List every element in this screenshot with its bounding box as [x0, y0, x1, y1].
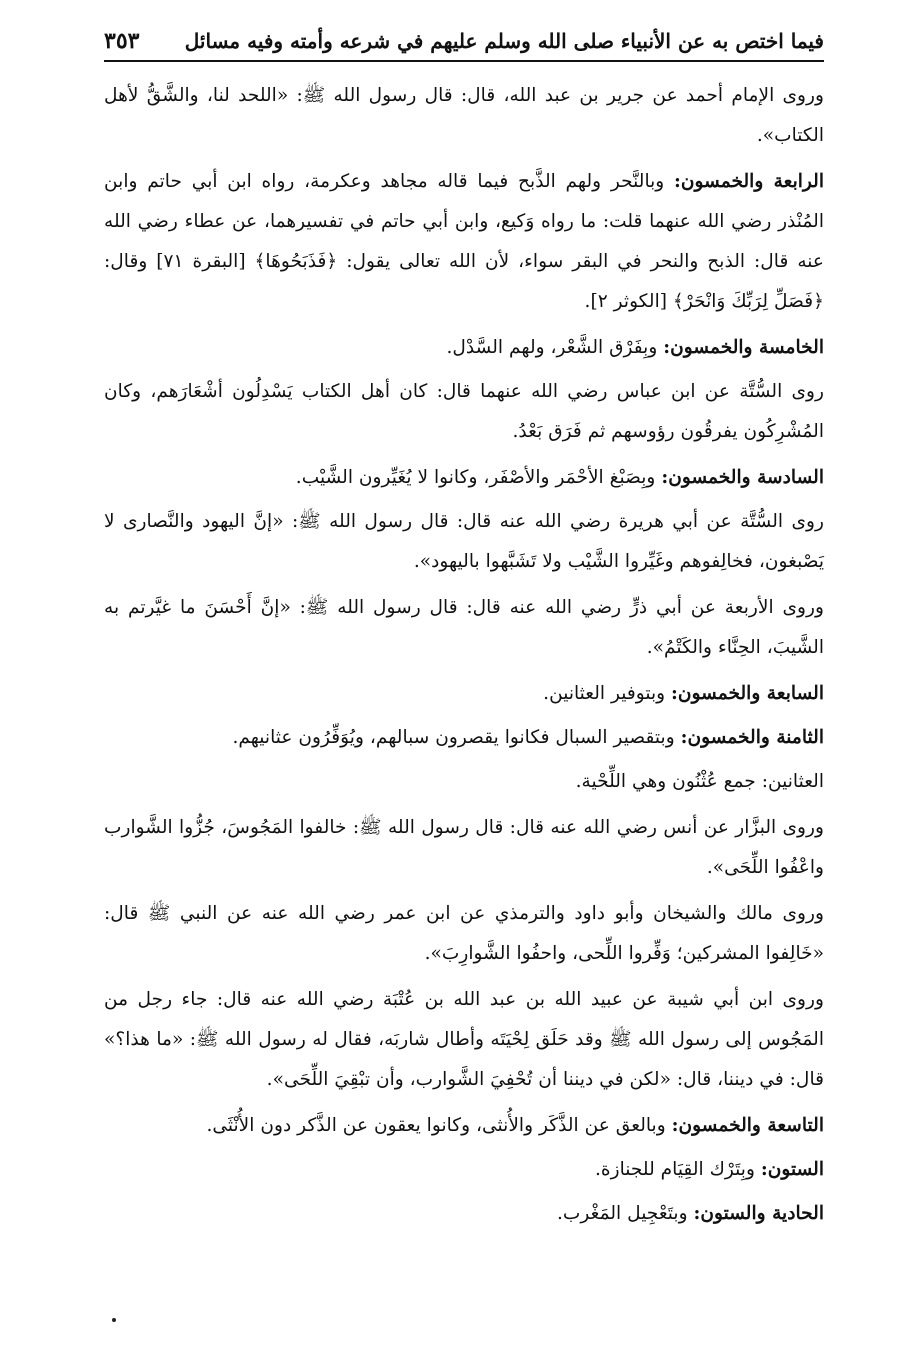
paragraph-text: وروى ابن أبي شيبة عن عبيد الله بن عبد الله بن عُتْبَة رضي الله عنه قال: جاء رجل من المَجُوس إلى رسول الله ﷺ وقد حَلَق لِحْيَتَه وأطال شاربَه، فقال له رسول الله ﷺ: «ما هذا؟» قال: في ديننا، قال: «لكن في ديننا أن تُحْفِيَ الشَّوارب، وأن تبْقِيَ اللِّحَى». [104, 989, 824, 1090]
section-heading: التاسعة والخمسون: [671, 1115, 824, 1136]
section-heading: الخامسة والخمسون: [663, 337, 824, 358]
paragraph-text: وروى الإمام أحمد عن جرير بن عبد الله، قال: قال رسول الله ﷺ: «اللحد لنا، والشَّقُّ لأهل الكتاب». [104, 85, 824, 146]
paragraph-text: وبتقصير السبال فكانوا يقصرون سبالهم، ويُوَفِّرُون عثانيهم. [232, 727, 681, 748]
paragraph-9 [104, 718, 824, 758]
paragraph-text: وروى مالك والشيخان وأبو داود والترمذي عن ابن عمر رضي الله عنه عن النبي ﷺ قال: «خَالِفوا المشركين؛ وَفِّروا اللِّحى، واحفُوا الشَّوارِبَ». [104, 903, 824, 964]
paragraph-11 [104, 808, 824, 888]
paragraph-2 [104, 162, 824, 322]
paragraph-text: روى السُّتَّة عن ابن عباس رضي الله عنهما قال: كان أهل الكتاب يَسْدِلُون أشْعَارَهم، وكان المُشْرِكُون يفرقُون رؤوسهم ثم فَرَق بَعْدُ. [104, 381, 824, 442]
section-heading: الثامنة والخمسون: [680, 727, 824, 748]
paragraph-12 [104, 894, 824, 974]
paragraph-text: وبِفَرْق الشَّعْر، ولهم السَّدْل. [446, 337, 664, 358]
section-heading: السادسة والخمسون: [661, 467, 824, 488]
paragraph-text: العثانين: جمع عُثْنُون وهي اللِّحْية. [575, 771, 824, 792]
paragraph-text: روى السُّتَّة عن أبي هريرة رضي الله عنه قال: قال رسول الله ﷺ: «إنَّ اليهود والنَّصارى لا يَصْبغون، فخالِفوهم وغَيِّروا الشَّيْب ولا تَشَبَّهوا باليهود». [104, 511, 824, 572]
paragraph-10 [104, 762, 824, 802]
paragraph-16 [104, 1194, 824, 1234]
section-heading: الحادية والستون: [693, 1203, 824, 1224]
paragraph-text: وبِتَرْك القِيَام للجنازة. [595, 1159, 761, 1180]
paragraph-text: وبِصَبْغ الأحْمَر والأصْفَر، وكانوا لا يُغَيِّرون الشَّيْب. [295, 467, 662, 488]
paragraph-1 [104, 76, 824, 156]
page-number: ٣٥٣ [104, 28, 140, 54]
running-header [104, 28, 824, 62]
paragraph-text: وبتَعْجِيل المَغْرب. [556, 1203, 694, 1224]
paragraph-4 [104, 372, 824, 452]
section-heading: الرابعة والخمسون: [674, 171, 824, 192]
paragraph-text: وروى البزَّار عن أنس رضي الله عنه قال: قال رسول الله ﷺ: خالفوا المَجُوسَ، جُزُّوا الشَّوارب واعْفُوا اللِّحَى». [104, 817, 824, 878]
paragraph-7 [104, 588, 824, 668]
book-page [104, 28, 824, 1238]
paragraph-14 [104, 1106, 824, 1146]
paragraph-text: وبالعق عن الذَّكَر والأُنثى، وكانوا يعقون عن الذَّكر دون الأُنْثَى. [206, 1115, 672, 1136]
paragraph-3 [104, 328, 824, 368]
paragraph-15 [104, 1150, 824, 1190]
paragraph-6 [104, 502, 824, 582]
scan-speck [112, 1318, 116, 1322]
paragraph-text: وبتوفير العثانين. [543, 683, 672, 704]
header-title: فيما اختص به عن الأنبياء صلى الله وسلم عليهم في شرعه وأمته وفيه مسائل [184, 29, 824, 53]
section-heading: الستون: [760, 1159, 824, 1180]
section-heading: السابعة والخمسون: [671, 683, 824, 704]
paragraph-13 [104, 980, 824, 1100]
paragraph-text: وروى الأربعة عن أبي ذرٍّ رضي الله عنه قال: قال رسول الله ﷺ: «إنَّ أَحْسَنَ ما غيَّرتم به الشَّيبَ، الحِنَّاء والكَتْمُ». [104, 597, 824, 658]
paragraph-5 [104, 458, 824, 498]
paragraph-8 [104, 674, 824, 714]
paragraph-text: وبالنَّحر ولهم الذَّبح فيما قاله مجاهد وعكرمة، رواه ابن أبي حاتم وابن المُنْذر رضي الله عنهما قلت: ما رواه وَكيع، وابن أبي حاتم في تفسيرهما، عن عطاء رضي الله عنه قال: الذبح والنحر في البقر سواء، لأن الله تعالى يقول: ﴿فَذَبَحُوهَا﴾ [البقرة ٧١] وقال: ﴿فَصَلِّ لِرَبِّكَ وَانْحَرْ﴾ [الكوثر ٢]. [104, 171, 824, 312]
